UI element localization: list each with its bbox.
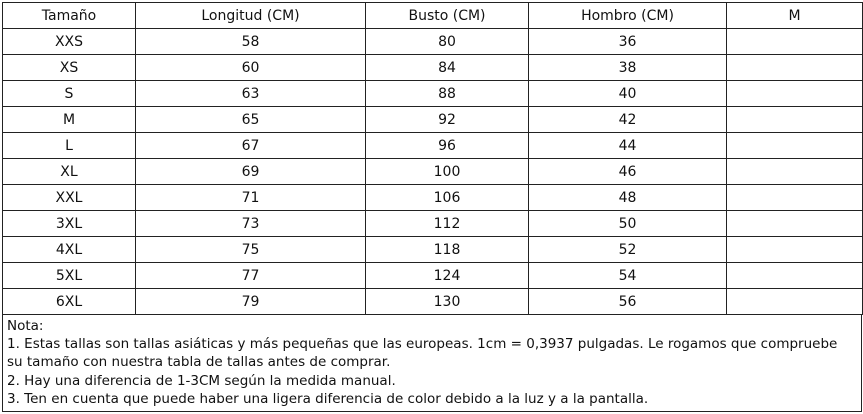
note-line-4: 3. Ten en cuenta que puede haber una ligera diferencia de color debido a la luz y a la pantalla.: [7, 390, 649, 407]
table-row: [3, 237, 863, 263]
cell-fifth: [727, 211, 863, 237]
notes-box: [2, 314, 862, 412]
cell-fifth: [727, 29, 863, 55]
cell-bust: 130: [366, 289, 529, 315]
table-row: [3, 29, 863, 55]
cell-length: 75: [136, 237, 366, 263]
table-row: [3, 107, 863, 133]
cell-size: XL: [3, 159, 136, 185]
cell-shoulder: 44: [529, 133, 727, 159]
cell-bust: 118: [366, 237, 529, 263]
table-row: [3, 289, 863, 315]
cell-length: 71: [136, 185, 366, 211]
cell-fifth: [727, 185, 863, 211]
cell-fifth: [727, 237, 863, 263]
cell-bust: 92: [366, 107, 529, 133]
cell-shoulder: 56: [529, 289, 727, 315]
cell-size: 6XL: [3, 289, 136, 315]
table-body: [3, 29, 863, 315]
cell-size: 4XL: [3, 237, 136, 263]
cell-fifth: [727, 107, 863, 133]
cell-shoulder: 46: [529, 159, 727, 185]
cell-bust: 96: [366, 133, 529, 159]
cell-fifth: [727, 55, 863, 81]
cell-fifth: [727, 263, 863, 289]
cell-length: 63: [136, 81, 366, 107]
cell-size: L: [3, 133, 136, 159]
cell-length: 65: [136, 107, 366, 133]
cell-shoulder: 40: [529, 81, 727, 107]
cell-size: XXL: [3, 185, 136, 211]
cell-shoulder: 38: [529, 55, 727, 81]
size-chart-table: [2, 2, 863, 315]
cell-fifth: [727, 81, 863, 107]
cell-shoulder: 50: [529, 211, 727, 237]
cell-shoulder: 36: [529, 29, 727, 55]
note-line-3: 2. Hay una diferencia de 1-3CM según la medida manual.: [7, 372, 396, 389]
cell-size: XS: [3, 55, 136, 81]
cell-bust: 100: [366, 159, 529, 185]
cell-bust: 106: [366, 185, 529, 211]
cell-size: S: [3, 81, 136, 107]
cell-bust: 112: [366, 211, 529, 237]
cell-size: XXS: [3, 29, 136, 55]
cell-size: M: [3, 107, 136, 133]
cell-bust: 80: [366, 29, 529, 55]
notes-title: Nota:: [7, 318, 44, 334]
table-row: [3, 159, 863, 185]
header-length: Longitud (CM): [136, 3, 366, 29]
table-row: [3, 81, 863, 107]
cell-bust: 88: [366, 81, 529, 107]
cell-length: 60: [136, 55, 366, 81]
cell-length: 77: [136, 263, 366, 289]
cell-shoulder: 54: [529, 263, 727, 289]
cell-bust: 84: [366, 55, 529, 81]
cell-shoulder: 48: [529, 185, 727, 211]
cell-bust: 124: [366, 263, 529, 289]
header-fifth-column: M: [727, 3, 863, 29]
note-line-2: su tamaño con nuestra tabla de tallas antes de comprar.: [7, 354, 391, 371]
cell-fifth: [727, 133, 863, 159]
cell-length: 58: [136, 29, 366, 55]
note-line-1: 1. Estas tallas son tallas asiáticas y más pequeñas que las europeas. 1cm = 0,3937 pulgadas. Le rogamos que compruebe: [7, 336, 838, 353]
table-row: [3, 185, 863, 211]
table-header-row: [3, 3, 863, 29]
header-size: Tamaño: [3, 3, 136, 29]
table-row: [3, 263, 863, 289]
cell-size: 3XL: [3, 211, 136, 237]
cell-fifth: [727, 289, 863, 315]
cell-length: 79: [136, 289, 366, 315]
table-row: [3, 133, 863, 159]
cell-length: 67: [136, 133, 366, 159]
table-row: [3, 55, 863, 81]
cell-size: 5XL: [3, 263, 136, 289]
cell-fifth: [727, 159, 863, 185]
header-shoulder: Hombro (CM): [529, 3, 727, 29]
cell-shoulder: 52: [529, 237, 727, 263]
cell-shoulder: 42: [529, 107, 727, 133]
table-row: [3, 211, 863, 237]
cell-length: 69: [136, 159, 366, 185]
header-bust: Busto (CM): [366, 3, 529, 29]
cell-length: 73: [136, 211, 366, 237]
